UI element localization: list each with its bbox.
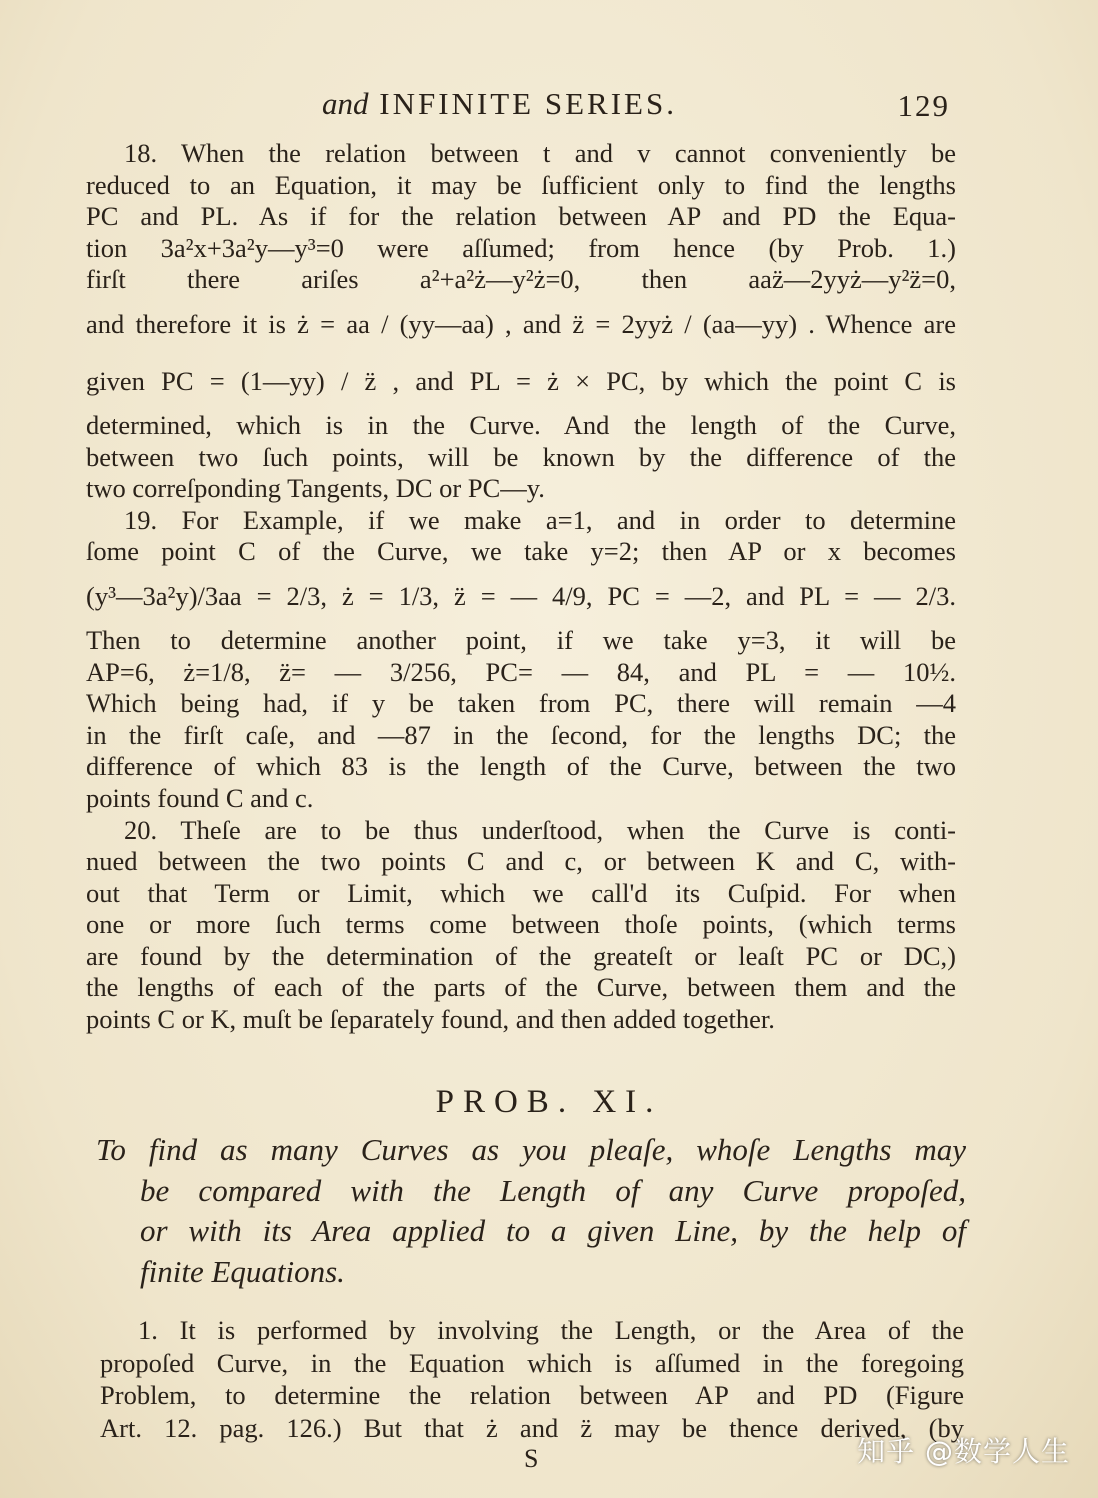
statement-line: be compared with the Length of any Curve propoſed, — [140, 1172, 966, 1208]
body-line: determined, which is in the Curve. And the length of the Curve, — [86, 409, 956, 440]
body-line: 1. It is performed by involving the Length, or the Area of the — [138, 1315, 964, 1345]
body-line: Then to determine another point, if we take y=3, it will be — [86, 624, 956, 655]
body-line: out that Term or Limit, which we call'd its Cuſpid. For when — [86, 877, 956, 908]
body-line: propoſed Curve, in the Equation which is aſſumed in the foregoing — [100, 1347, 964, 1378]
body-line: given PC = (1—yy) / z̈ , and PL = ż × PC, by which the point C is — [86, 365, 956, 396]
body-line: one or more ſuch terms come between thoſe points, (which terms — [86, 909, 956, 940]
body-line: points found C and c. — [86, 782, 314, 813]
body-text — [86, 138, 956, 1036]
problem-statement — [96, 1130, 966, 1292]
body-line: nued between the two points C and c, or between K and C, with- — [86, 846, 956, 877]
watermark: 知乎 @数学人生 — [857, 1435, 1070, 1468]
body-line: tion 3a²x+3a²y—y³=0 were aſſumed; from hence (by Prob. 1.) — [86, 232, 956, 263]
continuation-text — [100, 1314, 964, 1444]
body-line: Art. 12. pag. 126.) But that ż and z̈ may be thence derived, (by — [100, 1412, 964, 1443]
body-line: firſt there ariſes a²+a²ż—y²ż=0, then aaz̈—2yyż—y²z̈=0, — [86, 264, 956, 295]
body-line: Problem, to determine the relation between AP and PD (Figure — [100, 1380, 964, 1410]
body-line: the lengths of each of the parts of the Curve, between them and the — [86, 972, 956, 1003]
body-line: PC and PL. As if for the relation between AP and PD the Equa- — [86, 201, 956, 232]
page-header — [0, 84, 1098, 128]
body-line: between two ſuch points, will be known by the difference of the — [86, 441, 956, 472]
body-line: are found by the determination of the greateſt or leaſt PC or DC,) — [86, 940, 956, 971]
body-line: in the firſt caſe, and —87 in the ſecond, for the lengths DC; the — [86, 719, 956, 750]
body-line: points C or K, muſt be ſeparately found, and then added together. — [86, 1004, 775, 1035]
body-line: 20. Theſe are to be thus underſtood, when the Curve is conti- — [124, 814, 956, 845]
body-line: ſome point C of the Curve, we take y=2; then AP or x becomes — [86, 536, 956, 567]
body-line: 19. For Example, if we make a=1, and in order to determine — [124, 504, 956, 535]
statement-line: finite Equations. — [140, 1253, 345, 1289]
body-line: 18. When the relation between t and v cannot conveniently be — [124, 138, 956, 168]
running-head — [322, 86, 677, 122]
statement-line: To find as many Curves as you pleaſe, whoſe Lengths may — [96, 1132, 966, 1167]
body-line: difference of which 83 is the length of the Curve, between the two — [86, 751, 956, 782]
body-line: AP=6, ż=1/8, z̈= — 3/256, PC= — 84, and PL = — 10½. — [86, 656, 956, 687]
page-number: 129 — [897, 88, 950, 123]
statement-line: or with its Area applied to a given Line, by the help of — [140, 1213, 966, 1248]
body-line: (y³—3a²y)/3aa = 2/3, ż = 1/3, z̈ = — 4/9, PC = —2, and PL = — 2/3. — [86, 580, 956, 611]
running-head-italic: and — [322, 86, 369, 121]
problem-heading: PROB. XI. — [435, 1084, 663, 1120]
body-line: two correſponding Tangents, DC or PC—y. — [86, 473, 545, 504]
body-line: Which being had, if y be taken from PC, there will remain —4 — [86, 688, 956, 719]
signature-mark: S — [524, 1444, 539, 1473]
body-line: reduced to an Equation, it may be ſufficient only to find the lengths — [86, 169, 956, 200]
body-line: and therefore it is ż = aa / (yy—aa) , and z̈ = 2yyż / (aa—yy) . Whence are — [86, 308, 956, 339]
running-head-title: INFINITE SERIES. — [368, 86, 677, 121]
